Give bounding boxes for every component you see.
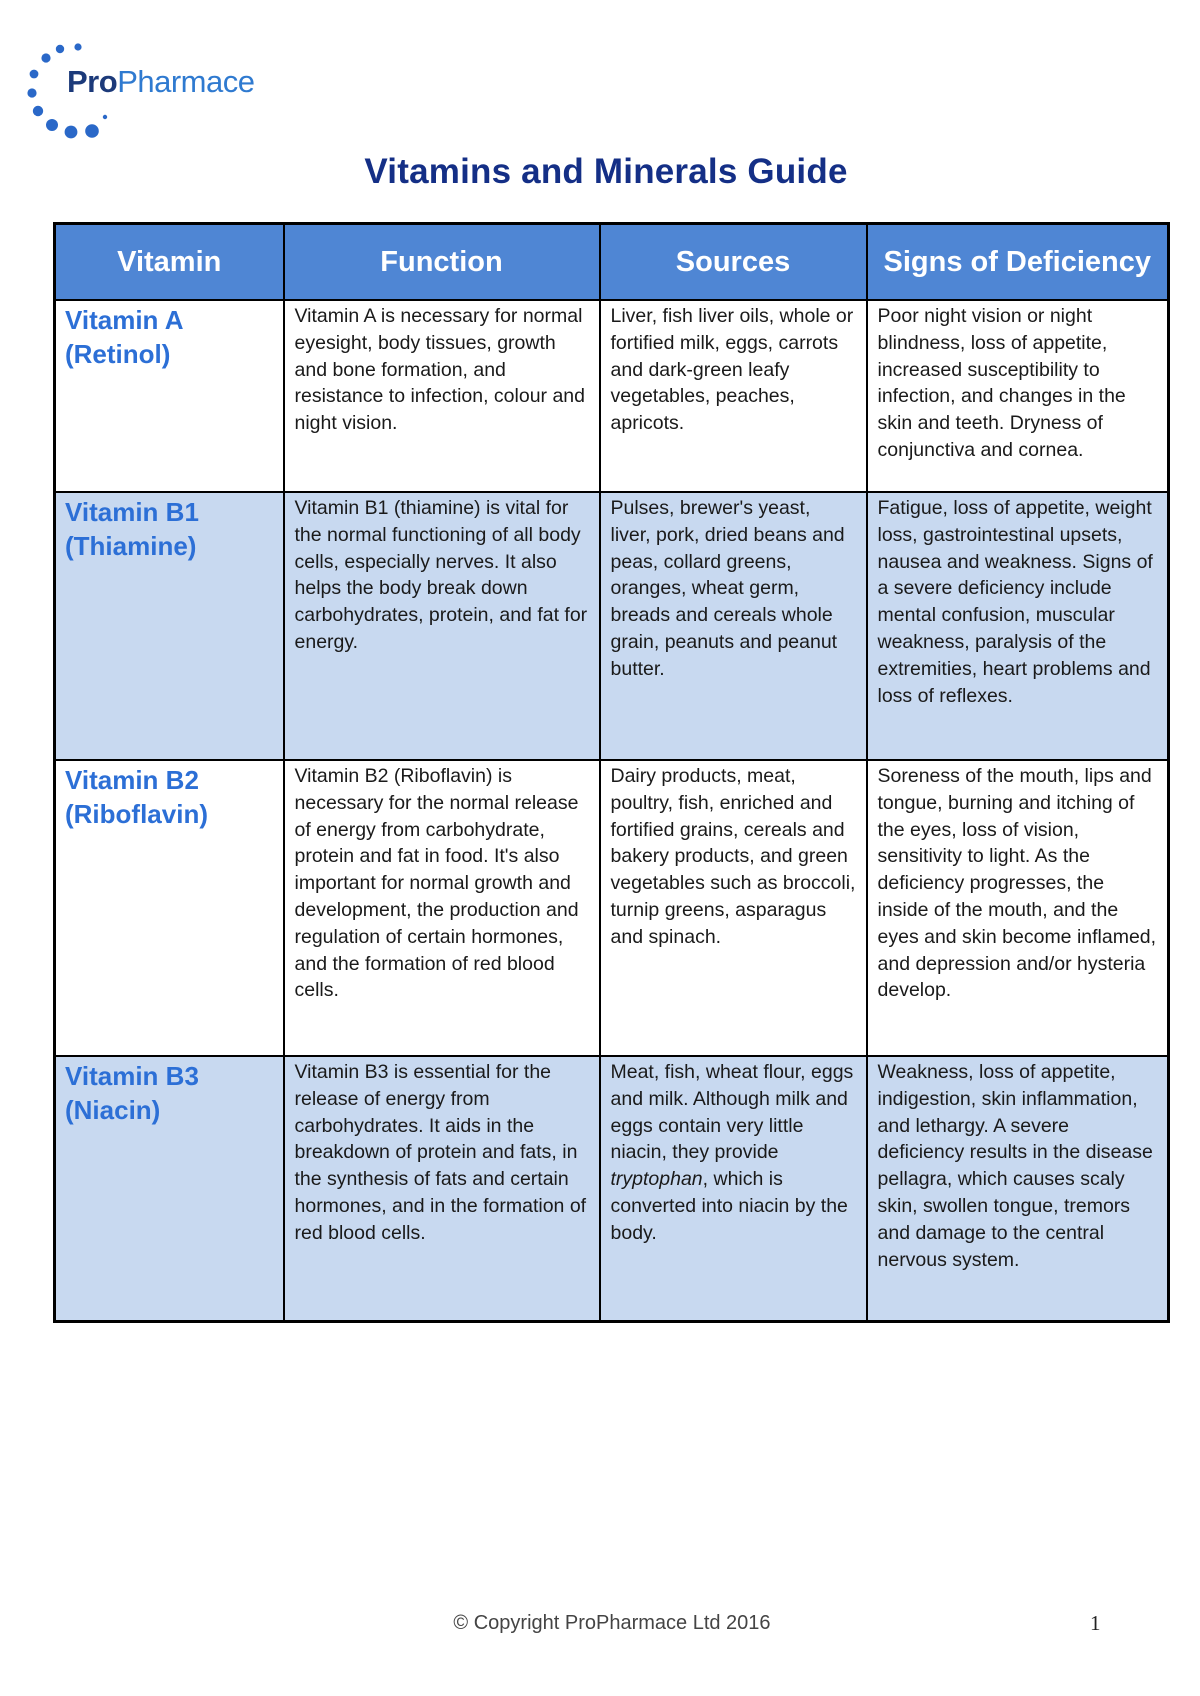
sources-italic-term: tryptophan — [610, 1168, 703, 1191]
function-cell: Vitamin B3 is essential for the release of energy from carbohydrates. It aids in the breakdown of protein and fats, in the synthesis of fats and certain hormones, and in the formation of red blood cells. — [284, 1056, 600, 1322]
header-vitamin: Vitamin — [55, 224, 284, 301]
page-title: Vitamins and Minerals Guide — [364, 152, 848, 191]
vitamin-alias: (Retinol) — [65, 339, 171, 369]
logo-text-pro: Pro — [67, 64, 118, 99]
vitamin-alias: (Riboflavin) — [65, 799, 208, 829]
function-cell: Vitamin B2 (Riboflavin) is necessary for the normal release of energy from carbohydrate, protein and fat in food. It's also important for normal growth and development, the production and regulation of certain hormones, and the formation of red blood cells. — [284, 760, 600, 1056]
copyright-footer: © Copyright ProPharmace Ltd 2016 — [453, 1612, 771, 1634]
deficiency-cell: Soreness of the mouth, lips and tongue, burning and itching of the eyes, loss of vision, sensitivity to light. As the deficiency progresses, the inside of the mouth, and the eyes and skin become inflamed, and depression and/or hysteria develop. — [867, 760, 1169, 1056]
sources-cell: Dairy products, meat, poultry, fish, enriched and fortified grains, cereals and bakery products, and green vegetables such as broccoli, turnip greens, asparagus and spinach. — [600, 760, 867, 1056]
header-sources: Sources — [600, 224, 867, 301]
sources-cell — [600, 1056, 867, 1322]
propharmace-logo — [22, 38, 262, 142]
vitamin-name-cell — [55, 760, 284, 1056]
sources-text-end: , which is converted into niacin by the body. — [610, 1168, 848, 1244]
vitamin-alias: (Niacin) — [65, 1095, 161, 1125]
deficiency-cell: Poor night vision or night blindness, loss of appetite, increased susceptibility to infection, and changes in the skin and teeth. Dryness of conjunctiva and cornea. — [867, 300, 1169, 492]
vitamin-name: Vitamin B1 — [65, 497, 199, 527]
table-row — [55, 760, 1169, 1056]
vitamin-name-cell — [55, 492, 284, 760]
header-function: Function — [284, 224, 600, 301]
vitamin-name-cell — [55, 300, 284, 492]
page-number: 1 — [1090, 1611, 1101, 1635]
function-cell: Vitamin A is necessary for normal eyesight, body tissues, growth and bone formation, and resistance to infection, colour and night vision. — [284, 300, 600, 492]
vitamin-alias: (Thiamine) — [65, 531, 197, 561]
header-deficiency: Signs of Deficiency — [867, 224, 1169, 301]
table-header-row — [55, 224, 1169, 301]
sources-text: Meat, fish, wheat flour, eggs and milk. Although milk and eggs contain very little niacin, they provide — [610, 1061, 854, 1164]
table-row — [55, 1056, 1169, 1322]
logo-text-pharmace: Pharmace — [117, 64, 255, 99]
sources-cell: Liver, fish liver oils, whole or fortified milk, eggs, carrots and dark-green leafy vegetables, peaches, apricots. — [600, 300, 867, 492]
vitamin-name: Vitamin B2 — [65, 765, 199, 795]
table-row — [55, 300, 1169, 492]
deficiency-cell: Weakness, loss of appetite, indigestion, skin inflammation, and lethargy. A severe deficiency results in the disease pellagra, which causes scaly skin, swollen tongue, tremors and damage to the central nervous system. — [867, 1056, 1169, 1322]
function-cell: Vitamin B1 (thiamine) is vital for the normal functioning of all body cells, especially nerves. It also helps the body break down carbohydrates, protein, and fat for energy. — [284, 492, 600, 760]
vitamins-table — [53, 222, 1170, 1323]
deficiency-cell: Fatigue, loss of appetite, weight loss, gastrointestinal upsets, nausea and weakness. Signs of a severe deficiency include mental confusion, muscular weakness, paralysis of the extremities, heart problems and loss of reflexes. — [867, 492, 1169, 760]
logo-wordmark — [67, 64, 254, 100]
vitamin-name: Vitamin A — [65, 305, 184, 335]
sources-cell: Pulses, brewer's yeast, liver, pork, dried beans and peas, collard greens, oranges, wheat germ, breads and cereals whole grain, peanuts and peanut butter. — [600, 492, 867, 760]
table-row — [55, 492, 1169, 760]
vitamin-name: Vitamin B3 — [65, 1061, 199, 1091]
vitamin-name-cell — [55, 1056, 284, 1322]
